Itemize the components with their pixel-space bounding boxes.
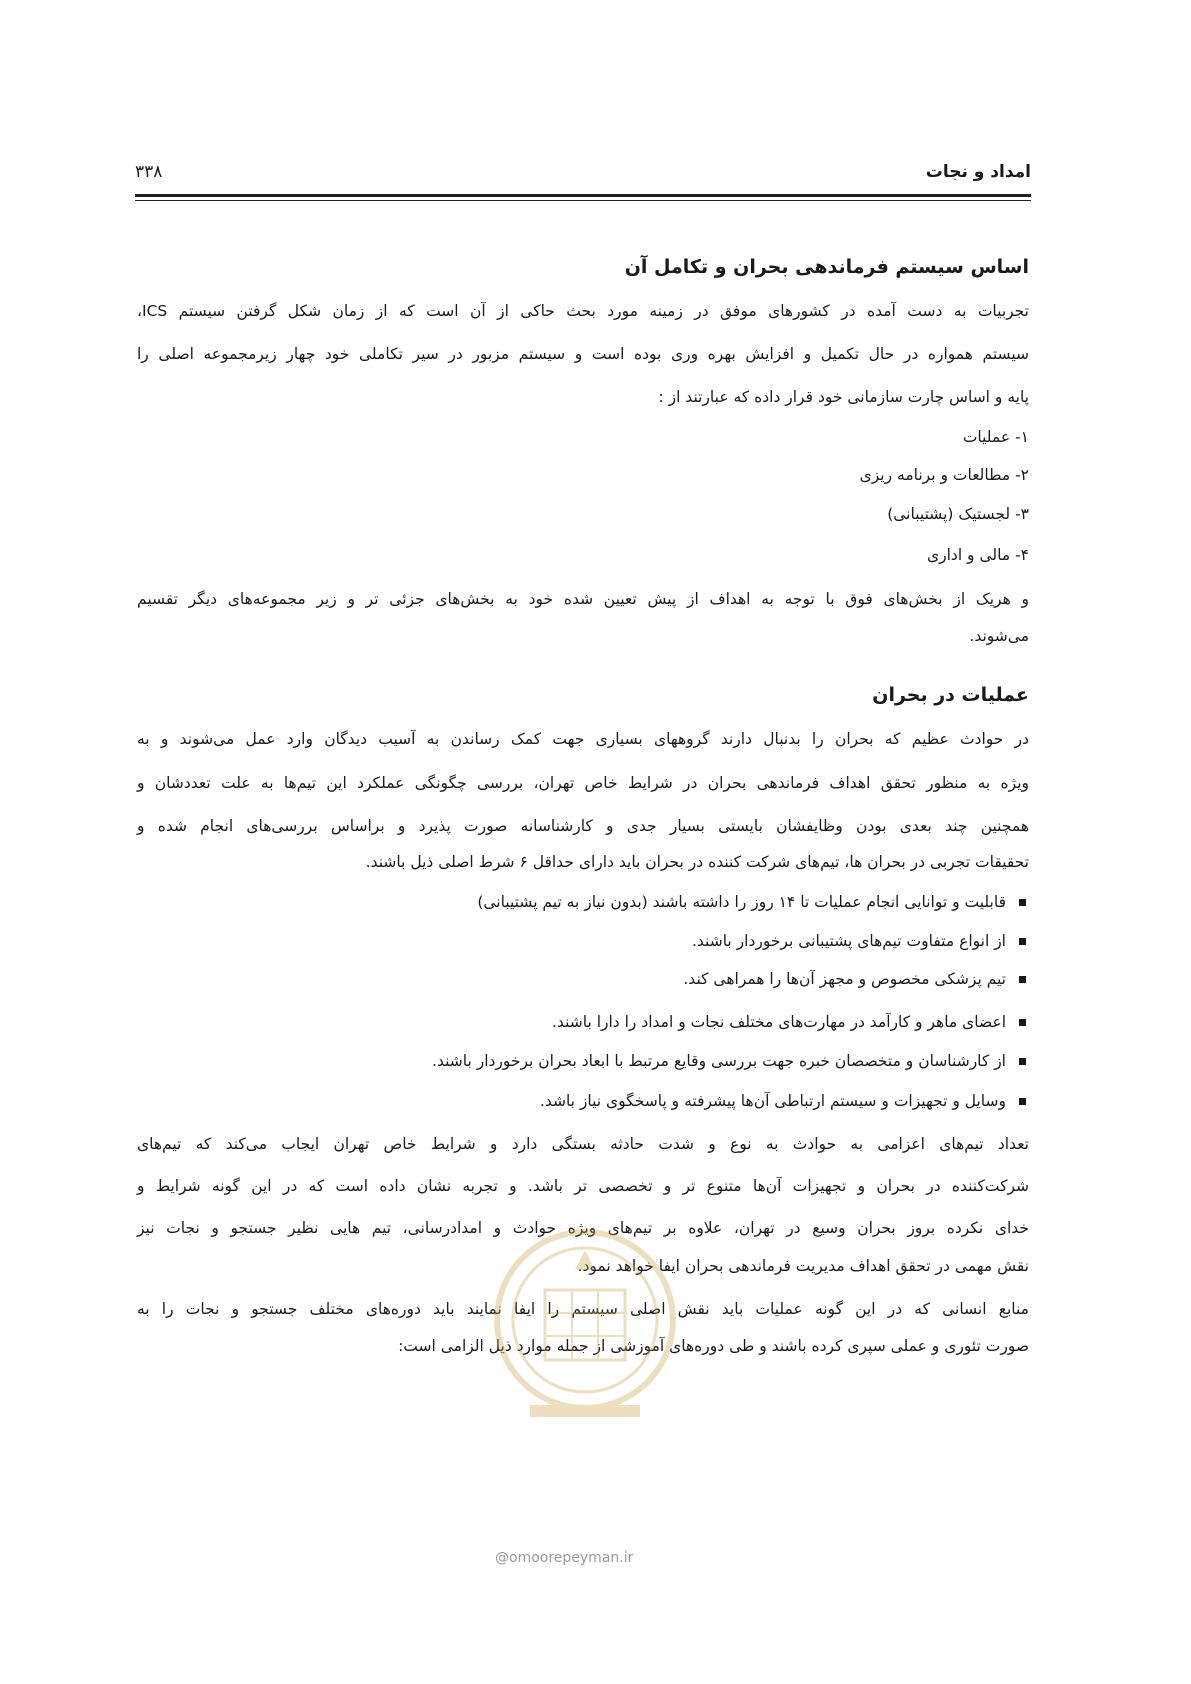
square-bullet-icon — [1019, 1058, 1026, 1065]
paragraph-line: می‌شوند. — [969, 627, 1029, 645]
paragraph-line: تعداد تیم‌های اعزامی به حوادث به نوع و شدت حادثه بستگی دارد و شرایط خاص تهران ایجاب می‌کند که تیم‌های — [137, 1135, 1029, 1153]
list-item: ۲- مطالعات و برنامه ریزی — [859, 466, 1029, 484]
square-bullet-icon — [1019, 1098, 1026, 1105]
page-number: ۳۳۸ — [135, 162, 163, 182]
section-heading-crisis-operations: عملیات در بحران — [872, 684, 1029, 706]
paragraph-line: و هریک از بخش‌های فوق با توجه به اهداف از پیش تعیین شده خود به بخش‌های جزئی تر و زیر مجموعه‌های دیگر تقسیم — [137, 590, 1029, 608]
list-item: ۴- مالی و اداری — [927, 546, 1029, 564]
running-header — [135, 158, 1031, 188]
header-rule-thin — [135, 200, 1031, 201]
bullet-item — [432, 1052, 1006, 1070]
watermark-url: @omoorepeyman.ir — [495, 1550, 634, 1566]
header-title: امداد و نجات — [925, 162, 1031, 182]
section-heading-ics-foundation: اساس سیستم فرماندهی بحران و تکامل آن — [624, 256, 1029, 278]
bullet-item — [683, 970, 1006, 988]
paragraph-line: خدای نکرده بروز بحران وسیع در تهران، علاوه بر تیم‌های ویژه حوادث و امدادرسانی، تیم هایی نظیر جستجو و نجات نیز — [137, 1219, 1029, 1237]
paragraph-line: پایه و اساس چارت سازمانی خود قرار داده که عبارتند از : — [658, 388, 1029, 406]
bullet-item — [692, 932, 1006, 950]
watermark-stamp-icon — [490, 1220, 680, 1450]
paragraph-line: شرکت‌کننده در بحران و تجهیزات آن‌ها متنوع تر و تخصصی تر باشد. و تجربه نشان داده است که در این گونه شرایط و — [137, 1177, 1029, 1195]
bullet-text: از انواع متفاوت تیم‌های پشتیبانی برخوردار باشند. — [691, 932, 1006, 950]
bullet-item — [552, 1013, 1006, 1031]
paragraph-line: تجربیات به دست آمده در کشورهای موفق در زمینه مورد بحث حاکی از آن است که از زمان شکل گرفتن سیستم ICS، — [137, 302, 1029, 320]
paragraph-line: سیستم همواره در حال تکمیل و افزایش بهره وری بوده است و سیستم مزبور در سیر تکاملی خود چهار زیرمجموعه اصلی را — [137, 345, 1029, 363]
square-bullet-icon — [1019, 938, 1026, 945]
bullet-text: اعضای ماهر و کارآمد در مهارت‌های مختلف نجات و امداد را دارا باشند. — [552, 1013, 1006, 1031]
bullet-item — [477, 893, 1006, 911]
list-item: ۳- لجستیک (پشتیبانی) — [887, 505, 1029, 523]
paragraph-line: ویژه به منظور تحقق اهداف فرماندهی بحران در شرایط خاص تهران، بررسی چگونگی عملکرد این تیم‌ها به علت تعددشان و — [137, 774, 1029, 792]
paragraph-line: همچنین چند بعدی بودن وظایفشان بایستی بسیار جدی و کارشناسانه صورت پذیرد و براساس بررسی‌های انجام شده و — [137, 817, 1029, 835]
paragraph-line: منابع انسانی که در این گونه عملیات باید نقش اصلی سیستم را ایفا نمایند باید دوره‌های مختلف جستجو و نجات را به — [137, 1300, 1029, 1318]
paragraph-line: تحقیقات تجربی در بحران ها، تیم‌های شرکت کننده در بحران باید دارای حداقل ۶ شرط اصلی ذیل باشند. — [365, 853, 1029, 871]
bullet-item — [540, 1092, 1006, 1110]
paragraph-line: نقش مهمی در تحقق اهداف مدیریت فرماندهی بحران ایفا خواهد نمود. — [577, 1257, 1029, 1275]
bullet-text: قابلیت و توانایی انجام عملیات تا ۱۴ روز را داشته باشند (بدون نیاز به تیم پشتیبانی) — [477, 893, 1006, 911]
square-bullet-icon — [1019, 1019, 1026, 1026]
paragraph-line: در حوادث عظیم که بحران را بدنبال دارند گروههای بسیاری جهت کمک رساندن به آسیب دیدگان وارد عمل می‌شوند و به — [137, 730, 1029, 748]
bullet-text: از کارشناسان و متخصصان خبره جهت بررسی وقایع مرتبط با ابعاد بحران برخوردار باشند. — [432, 1052, 1006, 1070]
paragraph-line: صورت تئوری و عملی سپری کرده باشند و طی دوره‌های آموزشی از جمله موارد ذیل الزامی است: — [398, 1337, 1029, 1355]
bullet-text: تیم پزشکی مخصوص و مجهز آن‌ها را همراهی کند. — [683, 970, 1006, 988]
bullet-text: وسایل و تجهیزات و سیستم ارتباطی آن‌ها پیشرفته و پاسخگوی نیاز باشد. — [539, 1092, 1006, 1110]
square-bullet-icon — [1019, 976, 1026, 983]
header-rule-thick — [135, 194, 1031, 197]
square-bullet-icon — [1019, 899, 1026, 906]
list-item: ۱- عملیات — [962, 428, 1029, 446]
